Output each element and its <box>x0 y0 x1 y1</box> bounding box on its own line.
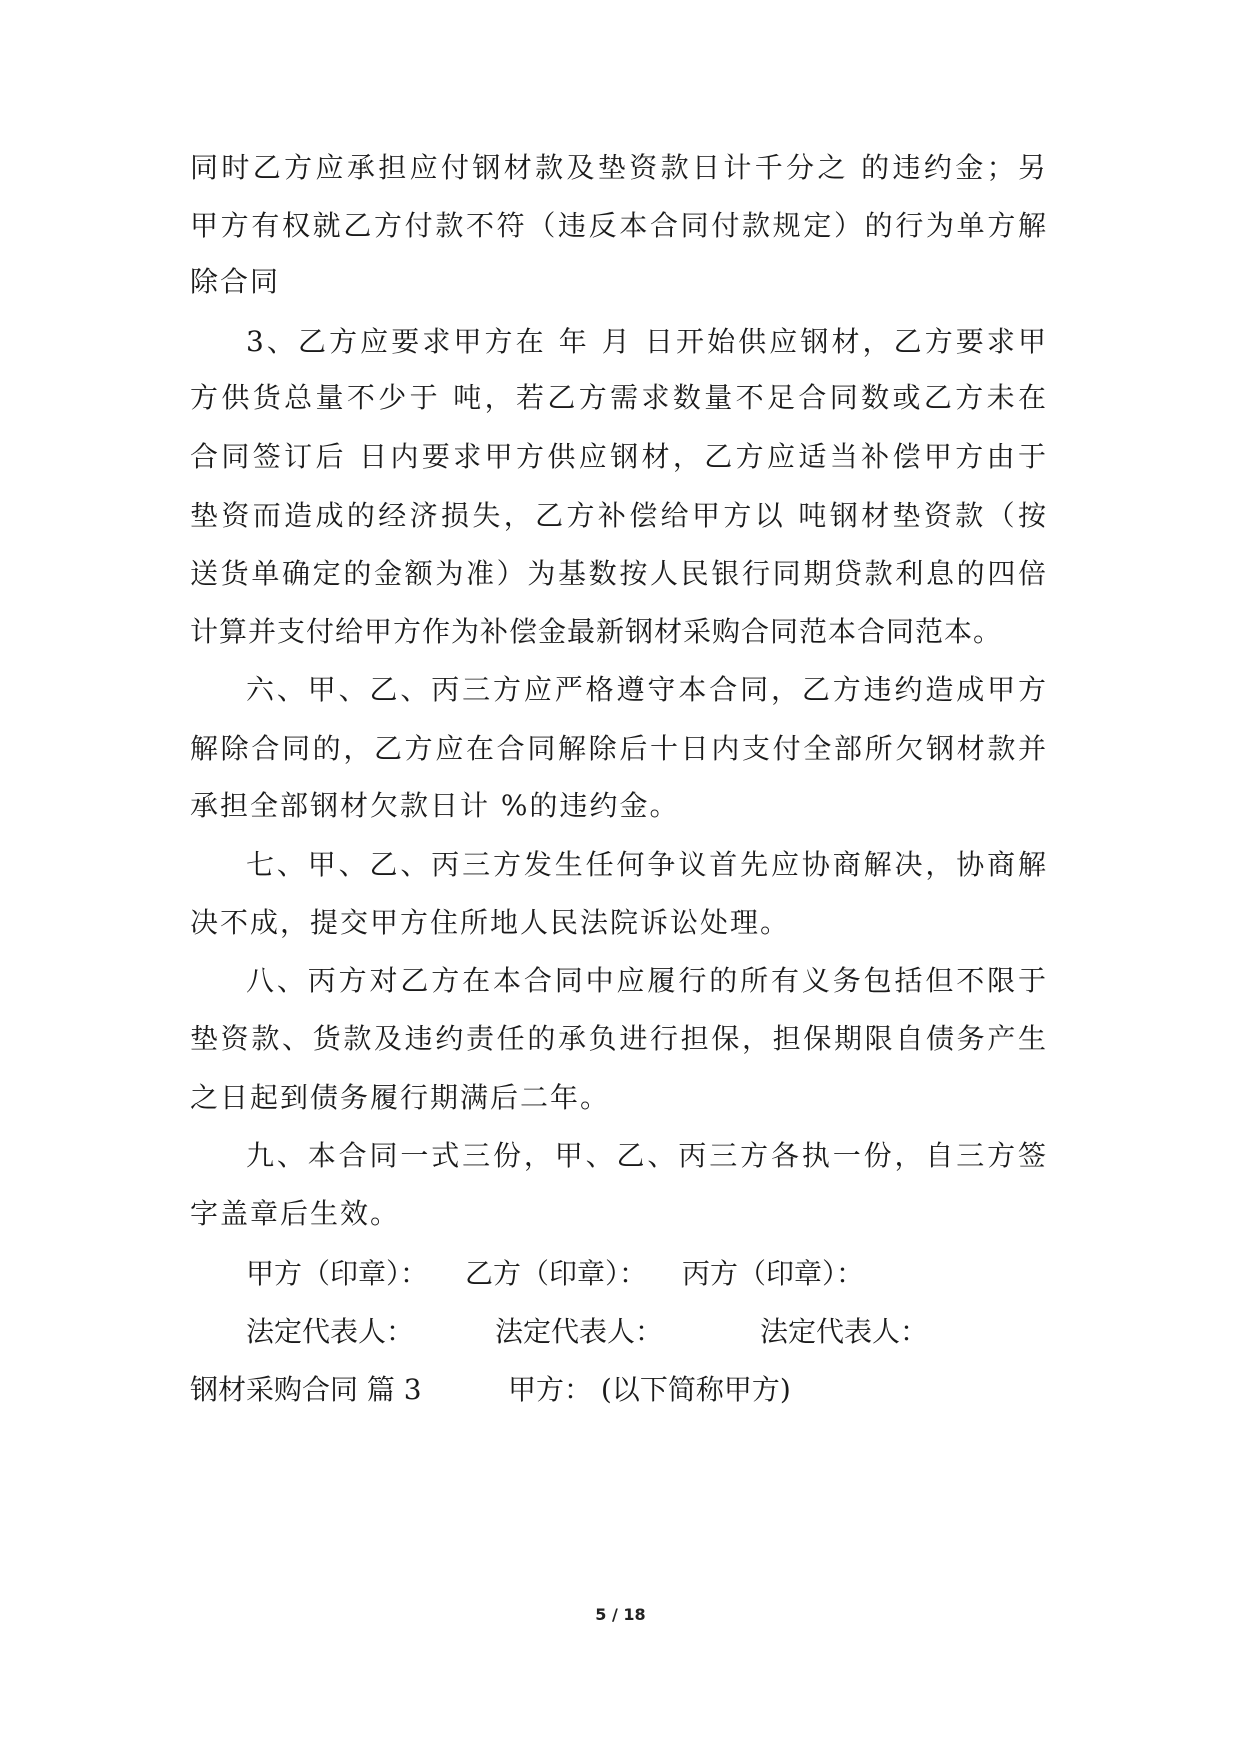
party-c-representative-label: 法定代表人： <box>760 1315 929 1348</box>
body-line: 八、丙方对乙方在本合同中应履行的所有义务包括但不限于 <box>246 964 1048 997</box>
body-line: 同时乙方应承担应付钢材款及垫资款日计千分之 的违约金；另 <box>190 151 1048 184</box>
body-line: 六、甲、乙、丙三方应严格遵守本合同，乙方违约造成甲方 <box>246 673 1048 706</box>
body-line: 3、乙方应要求甲方在 年 月 日开始供应钢材，乙方要求甲 <box>246 325 1048 358</box>
body-line: 字盖章后生效。 <box>190 1197 401 1230</box>
body-line: 合同签订后 日内要求甲方供应钢材，乙方应适当补偿甲方由于 <box>190 440 1048 473</box>
body-line: 垫资而造成的经济损失，乙方补偿给甲方以 吨钢材垫资款（按 <box>190 499 1048 532</box>
body-line: 七、甲、乙、丙三方发生任何争议首先应协商解决，协商解 <box>246 848 1048 881</box>
page-number: 5 / 18 <box>595 1605 646 1624</box>
body-line: 之日起到债务履行期满后二年。 <box>190 1081 611 1114</box>
party-a-representative-label: 法定代表人： <box>246 1315 415 1348</box>
party-a-seal-label: 甲方（印章）： <box>246 1257 429 1290</box>
body-line: 计算并支付给甲方作为补偿金最新钢材采购合同范本合同范本。 <box>190 615 1003 648</box>
body-line: 除合同 <box>190 265 281 298</box>
body-line: 解除合同的，乙方应在合同解除后十日内支付全部所欠钢材款并 <box>190 732 1048 765</box>
party-b-representative-label: 法定代表人： <box>495 1315 664 1348</box>
party-a-intro: 甲方： (以下简称甲方) <box>508 1373 791 1406</box>
body-line: 甲方有权就乙方付款不符（违反本合同付款规定）的行为单方解 <box>190 209 1048 242</box>
body-line: 承担全部钢材欠款日计 %的违约金。 <box>190 789 680 822</box>
body-line: 垫资款、货款及违约责任的承负进行担保，担保期限自债务产生 <box>190 1022 1048 1055</box>
section-title: 钢材采购合同 篇 3 <box>190 1373 422 1406</box>
body-line: 决不成，提交甲方住所地人民法院诉讼处理。 <box>190 906 791 939</box>
body-line: 送货单确定的金额为准）为基数按人民银行同期贷款利息的四倍 <box>190 557 1048 590</box>
party-b-seal-label: 乙方（印章）： <box>465 1257 648 1290</box>
body-line: 九、本合同一式三份，甲、乙、丙三方各执一份，自三方签 <box>246 1139 1048 1172</box>
body-line: 方供货总量不少于 吨，若乙方需求数量不足合同数或乙方未在 <box>190 381 1048 414</box>
party-c-seal-label: 丙方（印章）： <box>682 1257 865 1290</box>
